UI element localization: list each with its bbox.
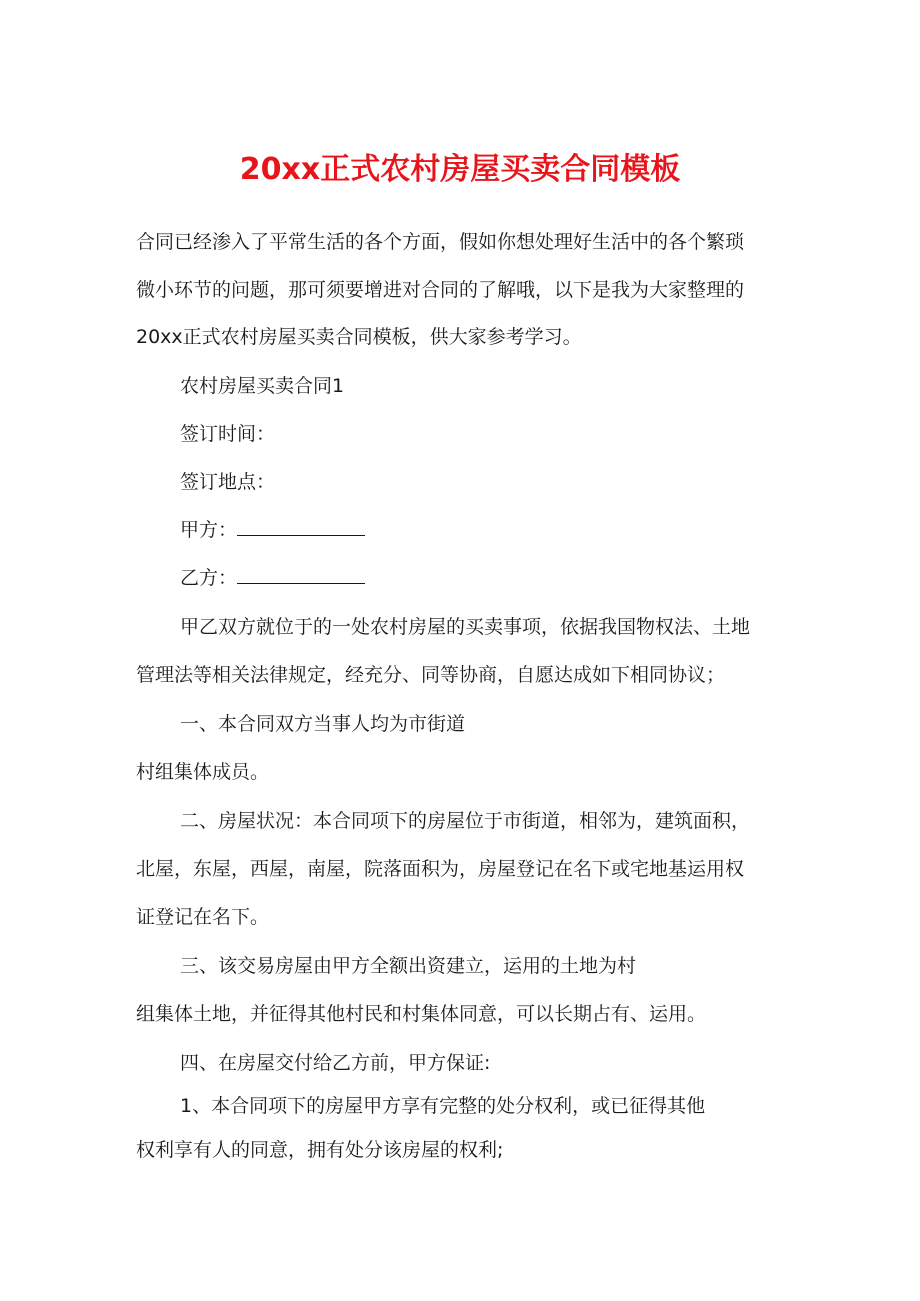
- clause3-line-2: 组集体土地，并征得其他村民和村集体同意，可以长期占有、运用。: [136, 1003, 707, 1025]
- clause2-line-1: 二、房屋状况：本合同项下的房屋位于市街道，相邻为，建筑面积，: [180, 810, 751, 832]
- intro-line-1: 合同已经渗入了平常生活的各个方面，假如你想处理好生活中的各个繁琐: [136, 231, 745, 253]
- clause4-item1-line-1: 1、本合同项下的房屋甲方享有完整的处分权利，或已征得其他: [180, 1095, 706, 1117]
- intro-line-3: 20xx正式农村房屋买卖合同模板，供大家参考学习。: [136, 326, 582, 348]
- sign-time-label: 签订时间：: [180, 423, 276, 445]
- clause2-line-3: 证登记在名下。: [136, 906, 270, 928]
- party-a-label: 甲方：: [180, 519, 238, 541]
- party-b-label: 乙方：: [180, 567, 238, 589]
- intro-line-2: 微小环节的问题，那可须要增进对合同的了解哦，以下是我为大家整理的: [136, 279, 745, 301]
- clause2-line-2: 北屋，东屋，西屋，南屋，院落面积为，房屋登记在名下或宅地基运用权: [136, 858, 745, 880]
- clause4-item1-line-2: 权利享有人的同意，拥有处分该房屋的权利;: [136, 1139, 504, 1161]
- preamble-line-2: 管理法等相关法律规定，经充分、同等协商，自愿达成如下相同协议；: [136, 664, 726, 686]
- clause1-line-1: 一、本合同双方当事人均为市街道: [180, 713, 466, 735]
- clause3-line-1: 三、该交易房屋由甲方全额出资建立，运用的土地为村: [180, 955, 637, 977]
- sign-place-label: 签订地点：: [180, 471, 276, 493]
- clause1-line-2: 村组集体成员。: [136, 761, 270, 783]
- preamble-line-1: 甲乙双方就位于的一处农村房屋的买卖事项，依据我国物权法、土地: [180, 616, 751, 638]
- party-a-blank[interactable]: [237, 516, 365, 536]
- party-a-row: [180, 516, 365, 544]
- contract-heading: 农村房屋买卖合同1: [180, 375, 345, 397]
- party-b-row: [180, 564, 365, 592]
- document-title: 20xx正式农村房屋买卖合同模板: [239, 152, 681, 187]
- clause4-line-1: 四、在房屋交付给乙方前，甲方保证:: [180, 1052, 491, 1074]
- party-b-blank[interactable]: [237, 564, 365, 584]
